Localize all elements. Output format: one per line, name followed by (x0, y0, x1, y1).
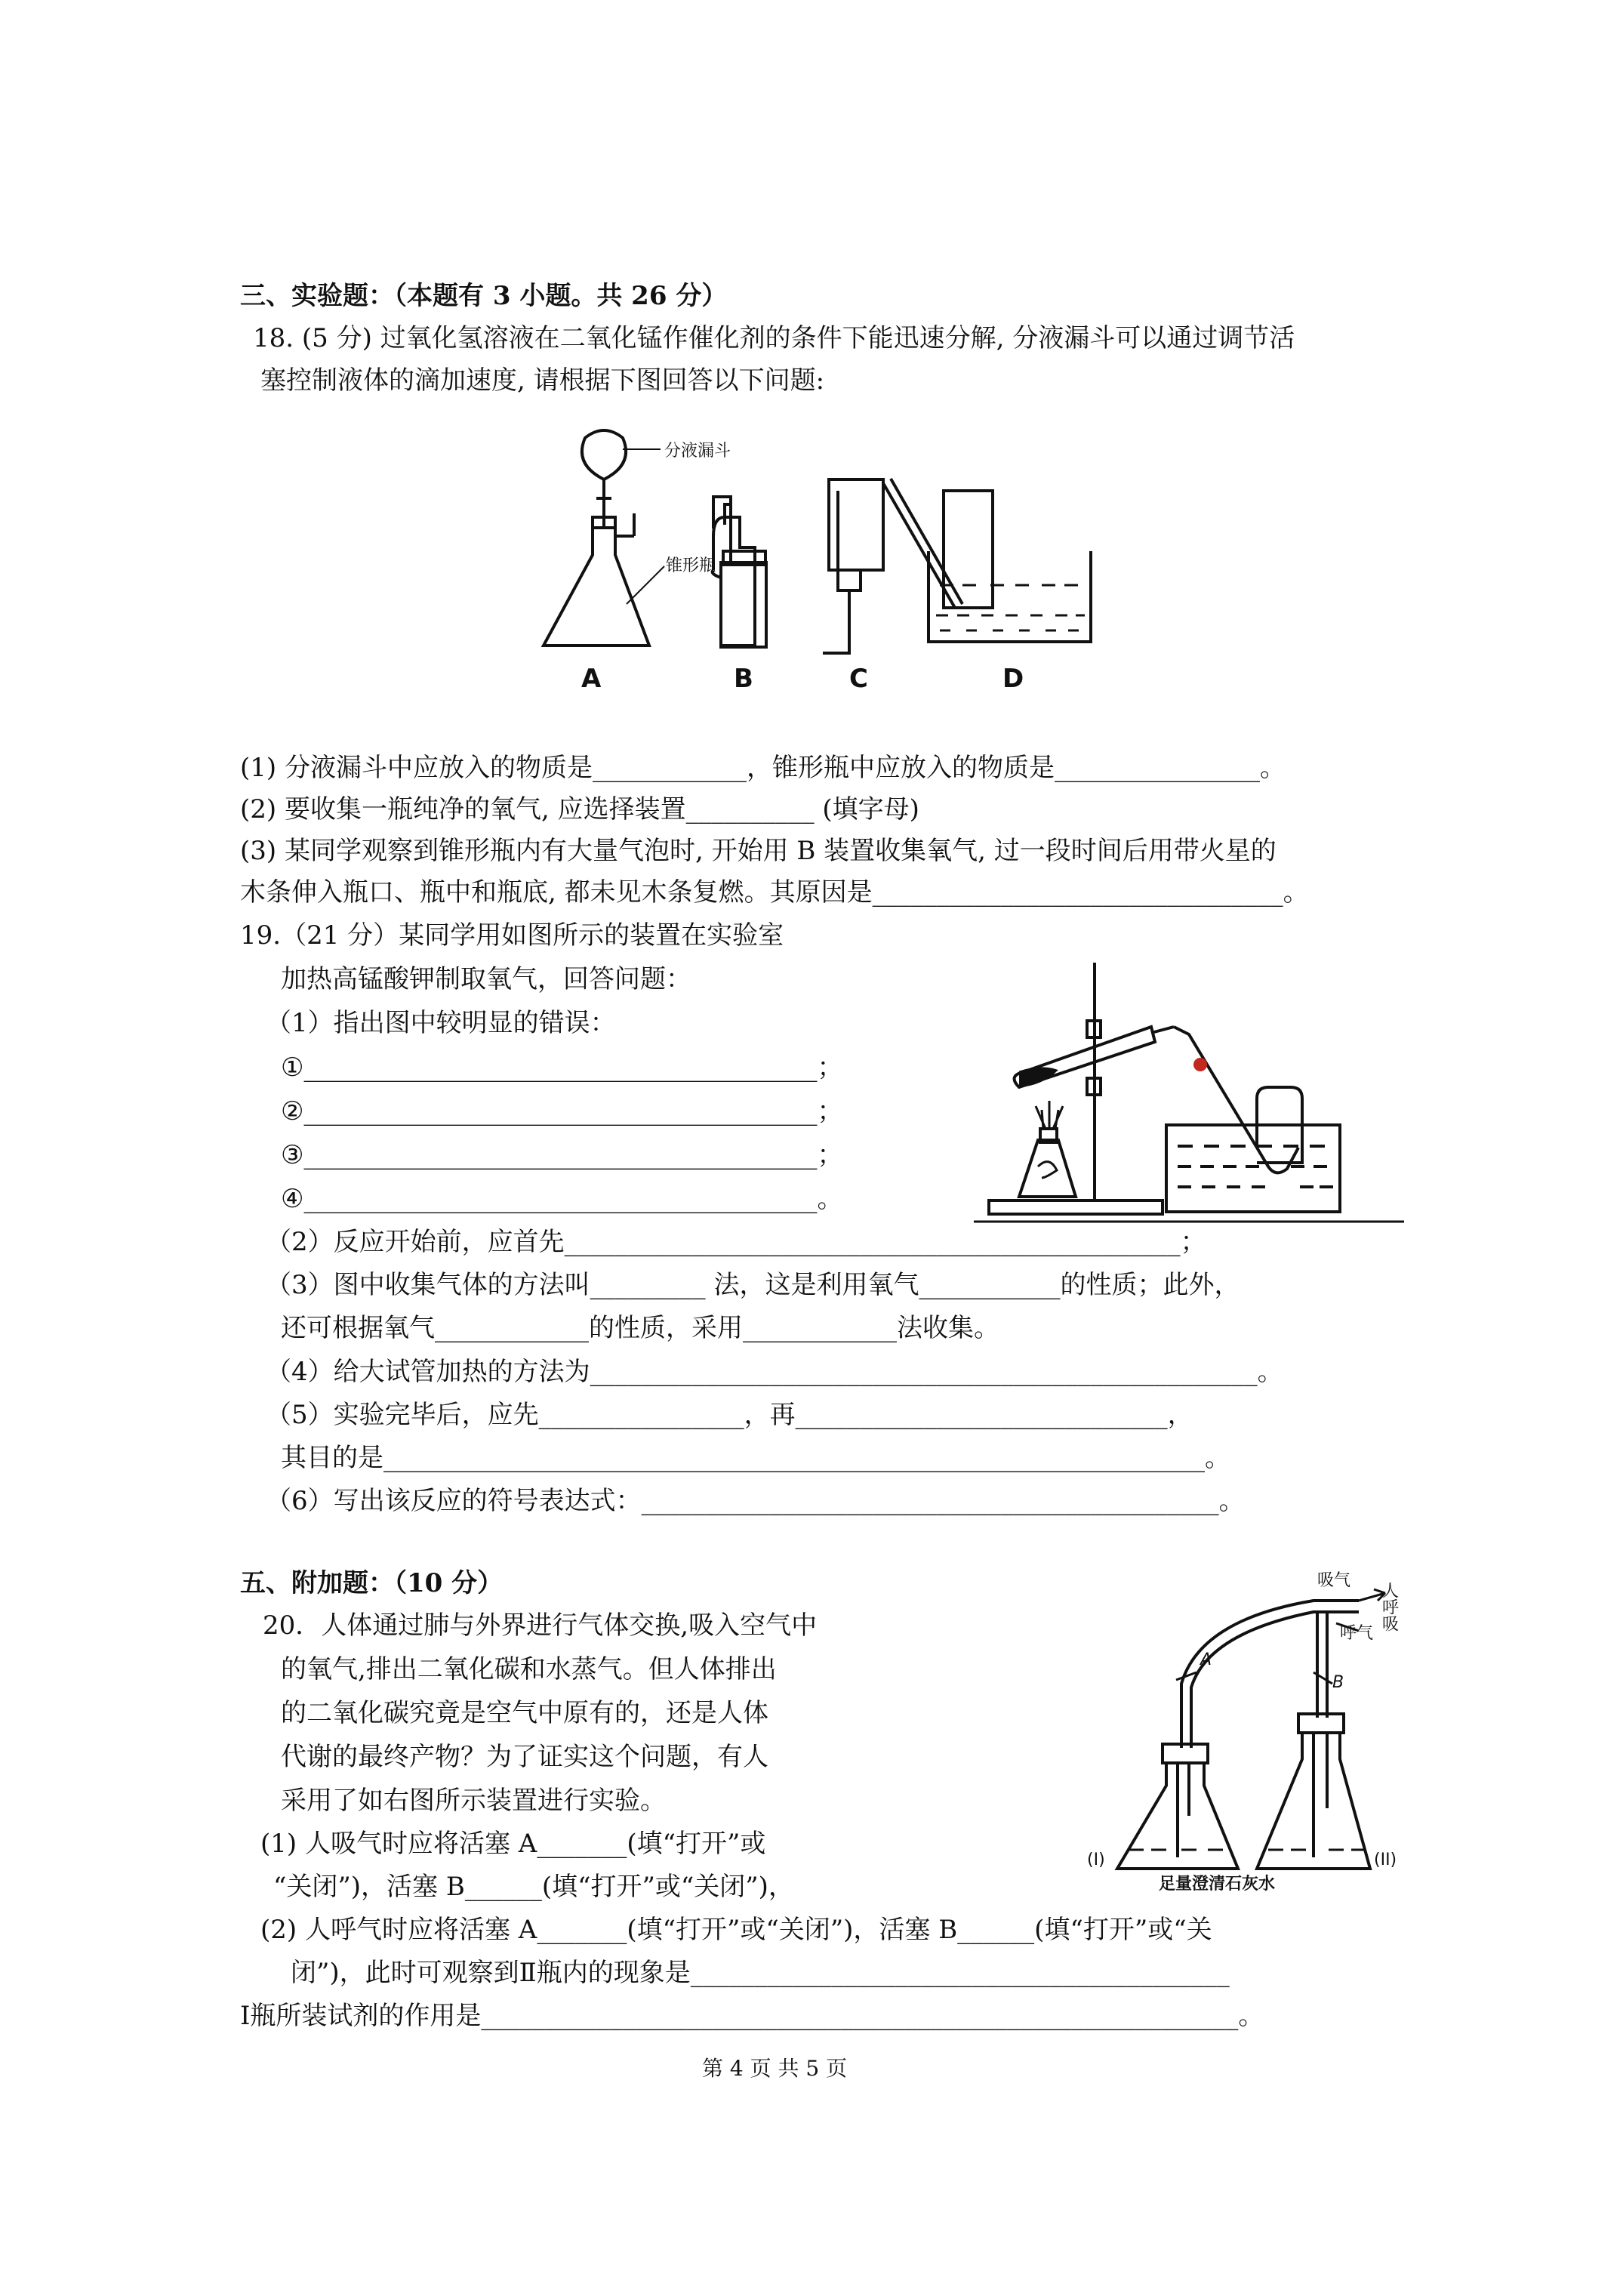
q19-error-1: ①________________________________________； (281, 1052, 843, 1083)
page-footer: 第 4 页 共 5 页 (702, 2056, 848, 2081)
q19-part3-line2: 还可根据氧气____________的性质，采用____________法收集。 (281, 1313, 999, 1343)
q20-stem-line5: 采用了如右图所示装置进行实验。 (281, 1786, 666, 1816)
q18-stem-line1: 18. (5 分) 过氧化氢溶液在二氧化锰作催化剂的条件下能迅速分解, 分液漏斗可以通过调节活 (253, 323, 1295, 353)
q18-apparatus-figure (528, 415, 1147, 702)
q20-stem-line3: 的二氧化碳究竟是空气中原有的，还是人体 (281, 1698, 768, 1728)
q20-part2-line2: 闭”)，此时可观察到Ⅱ瓶内的现象是__________________________________________ (291, 1958, 1230, 1988)
label-valve-b: B (1332, 1673, 1344, 1692)
q18-part2: (2) 要收集一瓶纯净的氧气, 应选择装置__________ (填字母) (240, 794, 919, 824)
q20-part1-line1: (1) 人吸气时应将活塞 A_______(填“打开”或 (260, 1829, 766, 1859)
bottle-1 (1117, 1744, 1238, 1869)
apparatus-c (823, 479, 883, 653)
q19-error-2: ②________________________________________； (281, 1096, 843, 1126)
q19-part6: （6）写出该反应的符号表达式：_____________________________________________。 (266, 1486, 1245, 1516)
bottle-2 (1257, 1714, 1370, 1869)
label-funnel: 分液漏斗 (664, 442, 731, 461)
q20-apparatus-figure (1087, 1559, 1419, 1891)
q20-stem-line4: 代谢的最终产物？为了证实这个问题，有人 (281, 1742, 768, 1772)
q19-part5-line2: 其目的是________________________________________________________________。 (281, 1443, 1230, 1473)
q20-stem-line2: 的氧气,排出二氧化碳和水蒸气。但人体排出 (281, 1654, 777, 1684)
q20-stem-line1: 20．人体通过肺与外界进行气体交换,吸入空气中 (263, 1610, 818, 1641)
apparatus-d (883, 479, 1091, 642)
label-bottle-1: (I) (1087, 1851, 1105, 1869)
label-exhale: 呼气 (1340, 1624, 1374, 1643)
q18-part3-line1: (3) 某同学观察到锥形瓶内有大量气泡时, 开始用 B 装置收集氧气, 过一段时间后用带火星的 (240, 836, 1277, 866)
water-trough (1166, 1087, 1340, 1212)
q18-part1: (1) 分液漏斗中应放入的物质是____________，锥形瓶中应放入的物质是________________。 (240, 753, 1286, 783)
label-limewater: 足量澄清石灰水 (1159, 1875, 1276, 1891)
section-5-heading: 五、附加题：（10 分） (240, 1568, 504, 1598)
q19-part4: （4）给大试管加热的方法为____________________________________________________。 (266, 1357, 1283, 1387)
q19-stem-line2: 加热高锰酸钾制取氧气，回答问题： (281, 964, 691, 994)
label-b: B (734, 664, 753, 694)
apparatus-a (544, 430, 664, 646)
q19-apparatus-figure (974, 951, 1404, 1231)
q19-stem-line1: 19.（21 分）某同学用如图所示的装置在实验室 (240, 920, 784, 951)
q19-part3-line1: （3）图中收集气体的方法叫_________ 法，这是利用氧气___________的性质；此外， (266, 1270, 1240, 1300)
q19-part1: （1）指出图中较明显的错误： (266, 1008, 616, 1038)
label-d: D (1002, 664, 1024, 694)
q20-part1-line2: “关闭”)，活塞 B______(填“打开”或“关闭”)， (273, 1872, 794, 1902)
q20-part2-line3: Ⅰ瓶所装试剂的作用是___________________________________________________________。 (240, 2001, 1264, 2031)
section-3-heading: 三、实验题：（本题有 3 小题。共 26 分） (240, 281, 728, 311)
apparatus-b (713, 497, 766, 647)
label-a: A (581, 664, 602, 694)
label-c: C (849, 664, 868, 694)
label-person-breath: 人呼吸 (1379, 1582, 1399, 1632)
q19-error-4: ④________________________________________。 (281, 1184, 843, 1214)
q19-error-3: ③________________________________________； (281, 1140, 843, 1170)
label-valve-a: A (1200, 1650, 1212, 1669)
q19-part2: （2）反应开始前，应首先________________________________________________； (266, 1227, 1206, 1257)
q18-stem-line2: 塞控制液体的滴加速度, 请根据下图回答以下问题: (260, 365, 825, 396)
label-flask: 锥形瓶 (666, 556, 716, 575)
q19-part5: （5）实验完毕后，应先________________，再_____________________________， (266, 1400, 1193, 1430)
label-bottle-2: (II) (1374, 1851, 1397, 1869)
alcohol-lamp (1019, 1101, 1076, 1197)
delivery-tube (1174, 1027, 1298, 1173)
label-inhale: 吸气 (1317, 1571, 1351, 1590)
q20-part2-line1: (2) 人呼气时应将活塞 A_______(填“打开”或“关闭”)，活塞 B______(填“打开”或“关 (260, 1915, 1212, 1945)
q18-part3-line2: 木条伸入瓶口、瓶中和瓶底, 都未见木条复燃。其原因是________________________________。 (240, 877, 1309, 908)
